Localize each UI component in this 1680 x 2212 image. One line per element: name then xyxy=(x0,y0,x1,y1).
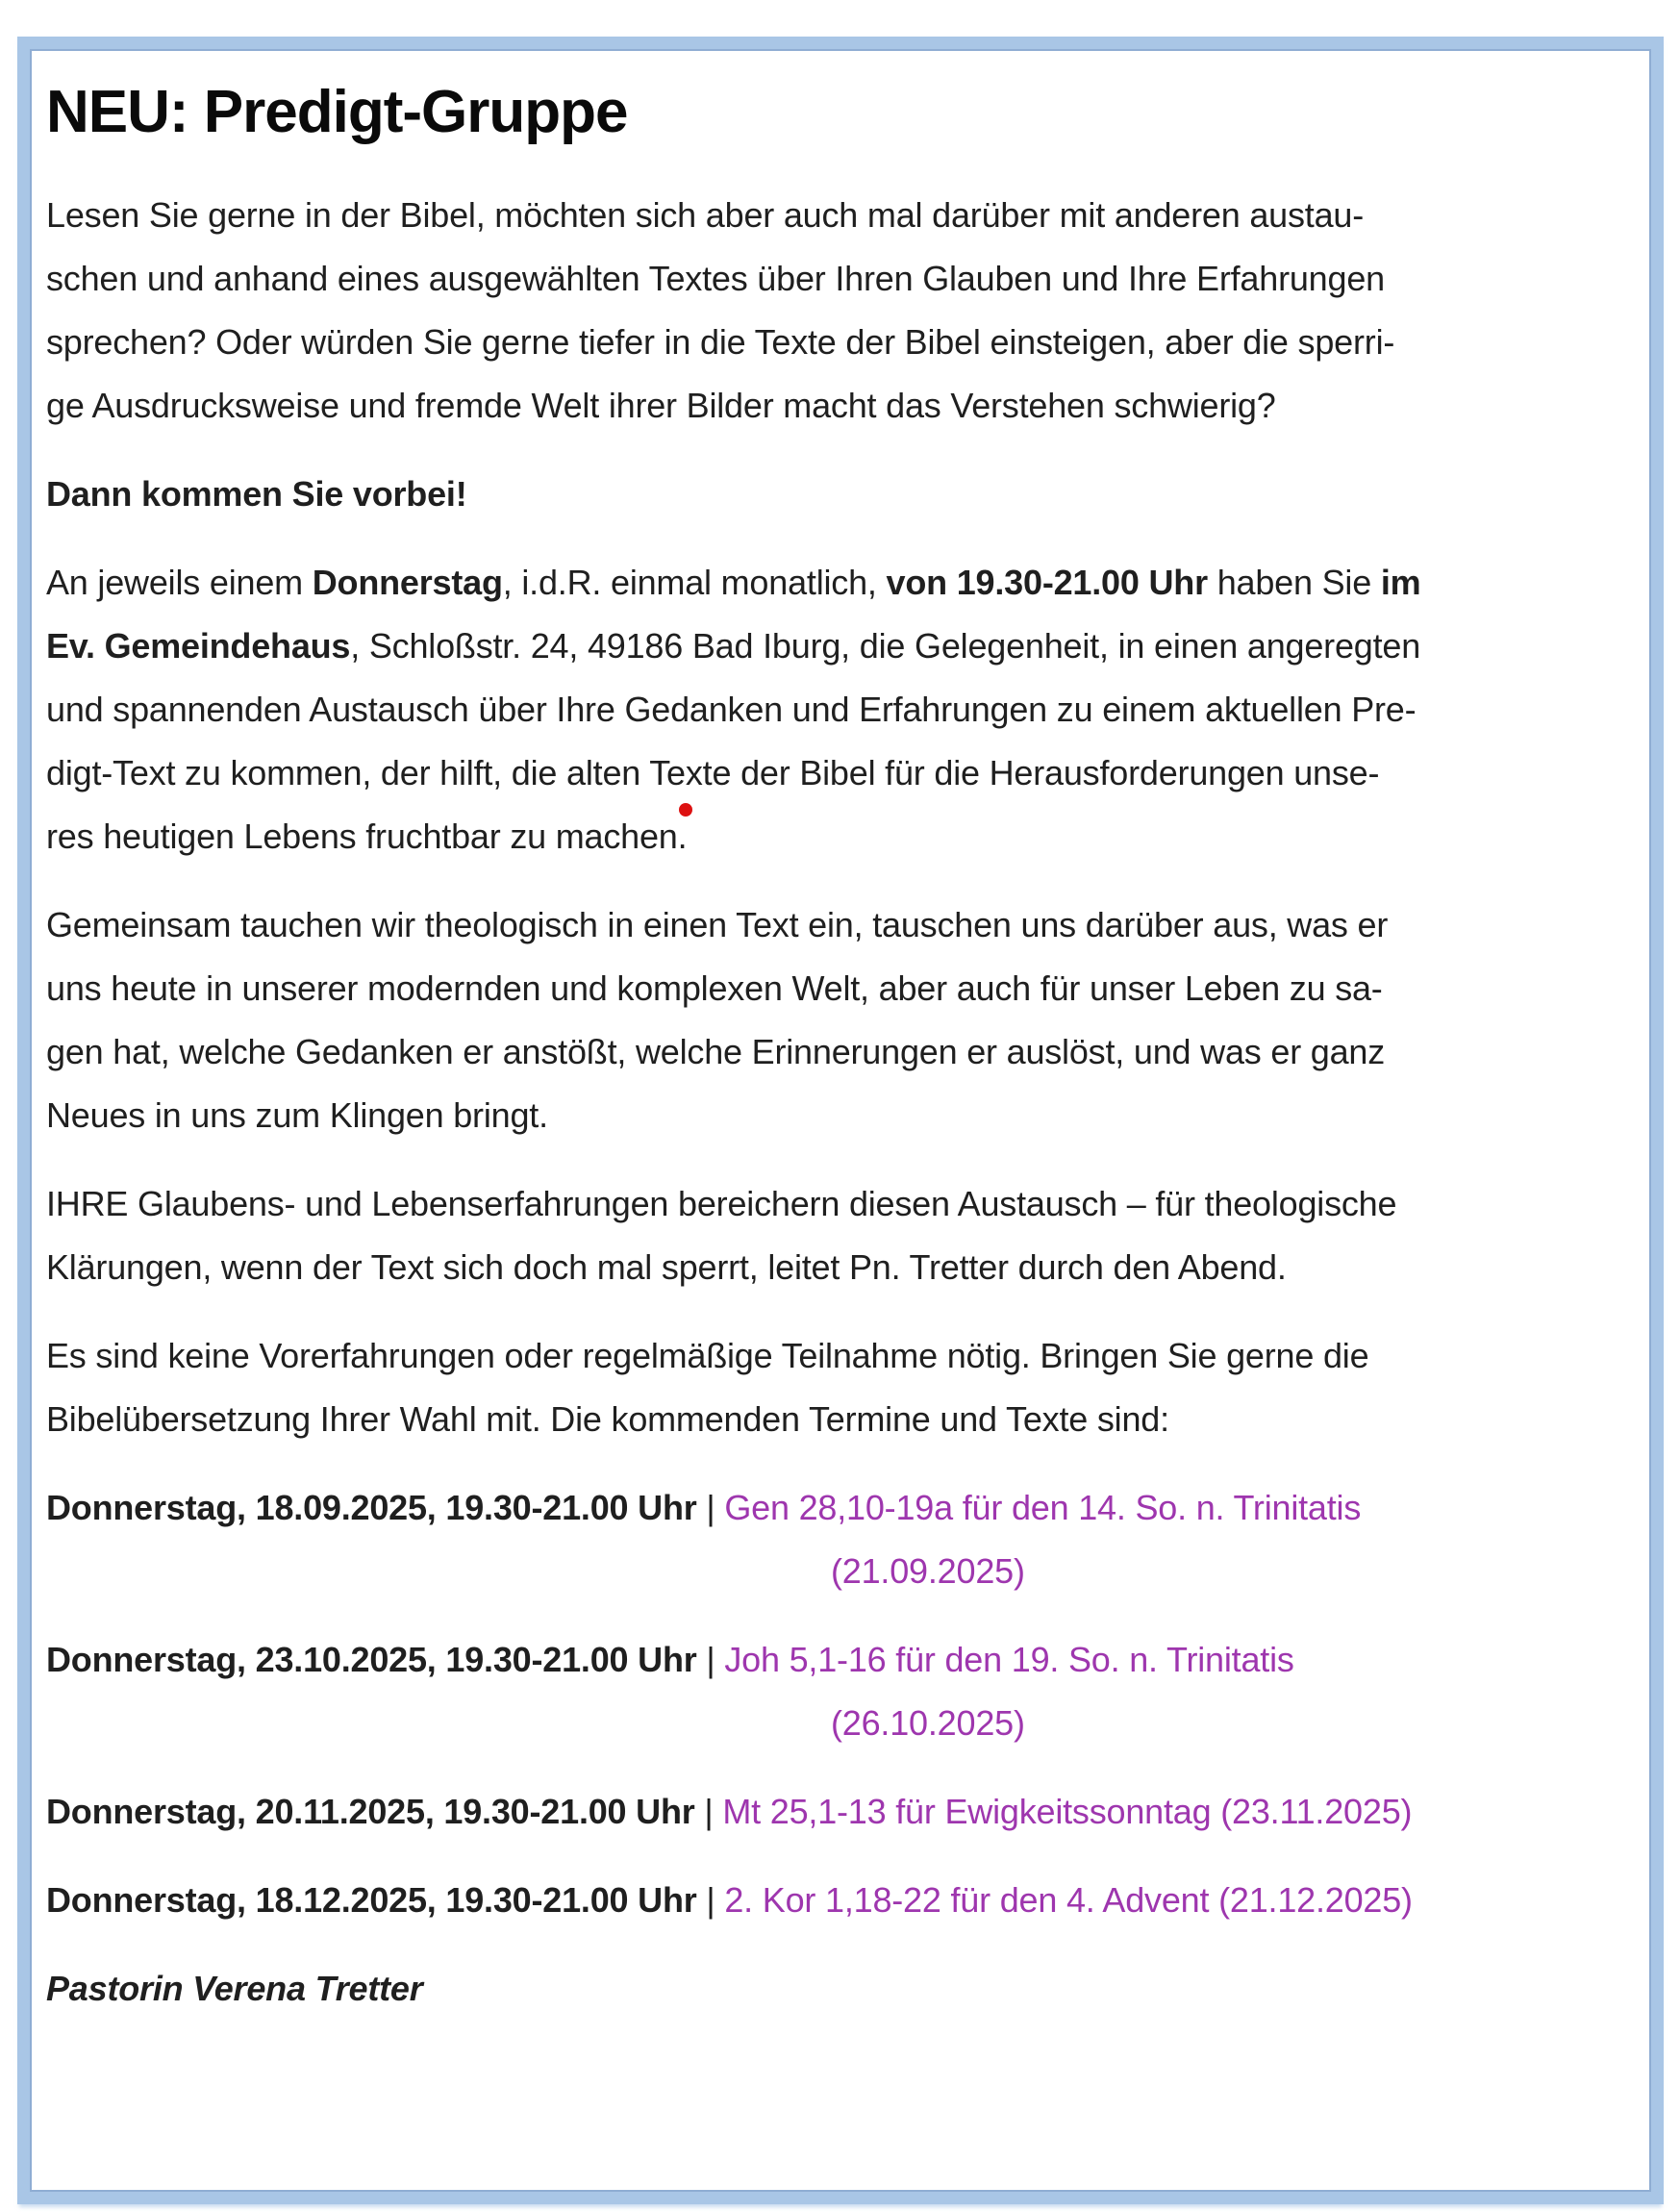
text-line xyxy=(46,551,1635,615)
body-text-run: Dann kommen Sie vorbei! xyxy=(46,474,467,514)
scripture-reference-text: Joh 5,1-16 für den 19. So. n. Trinitatis xyxy=(724,1640,1294,1679)
body-text-run: , i.d.R. einmal monatlich, xyxy=(502,563,887,602)
body-text-run: digt-Text zu kommen, der hilft, die alten Texte der Bibel für die Herausforderungen unse- xyxy=(46,753,1380,792)
text-line xyxy=(46,957,1635,1020)
text-line xyxy=(46,247,1635,311)
body-text-run: uns heute in unserer modernden und komplexen Welt, aber auch für unser Leben zu sa- xyxy=(46,968,1383,1008)
body-text-run: Donnerstag, 23.10.2025, 19.30-21.00 Uhr xyxy=(46,1640,697,1679)
scripture-reference-text: (21.09.2025) xyxy=(831,1551,1025,1591)
body-text-run: von 19.30-21.00 Uhr xyxy=(886,563,1208,602)
text-line xyxy=(46,1780,1635,1844)
red-dot-marker xyxy=(679,803,692,817)
body-text-run: | xyxy=(696,1880,725,1920)
text-line xyxy=(46,1324,1635,1388)
document-title: NEU: Predigt-Gruppe xyxy=(46,79,628,145)
body-text-run: Lesen Sie gerne in der Bibel, möchten sich aber auch mal darüber mit anderen austau- xyxy=(46,195,1365,235)
text-line xyxy=(46,374,1635,438)
text-line xyxy=(46,1540,1635,1603)
text-line xyxy=(46,1236,1635,1299)
text-line xyxy=(46,893,1635,957)
body-text-run: Klärungen, wenn der Text sich doch mal sperrt, leitet Pn. Tretter durch den Abend. xyxy=(46,1247,1287,1287)
body-text-run: , Schloßstr. 24, 49186 Bad Iburg, die Gelegenheit, in einen angeregten xyxy=(350,626,1421,666)
document-body xyxy=(46,184,1635,2021)
body-text-run: res heutigen Lebens fruchtbar zu machen. xyxy=(46,817,688,856)
scripture-reference-text: Gen 28,10-19a für den 14. So. n. Trinitatis xyxy=(724,1488,1362,1527)
text-line xyxy=(46,311,1635,374)
body-text-run: sprechen? Oder würden Sie gerne tiefer in die Texte der Bibel einsteigen, aber die sperri- xyxy=(46,322,1395,362)
text-line xyxy=(46,1628,1635,1692)
text-line xyxy=(46,463,1635,526)
body-text-run: Gemeinsam tauchen wir theologisch in einen Text ein, tauschen uns darüber aus, was er xyxy=(46,905,1389,944)
paragraph-signature xyxy=(46,1957,1635,2021)
body-text-run: gen hat, welche Gedanken er anstößt, welche Erinnerungen er auslöst, und was er ganz xyxy=(46,1032,1386,1071)
text-line xyxy=(46,615,1635,678)
scripture-reference-text: (26.10.2025) xyxy=(831,1703,1025,1743)
text-line xyxy=(46,1869,1635,1932)
text-line xyxy=(46,1388,1635,1451)
text-line xyxy=(46,1957,1635,2021)
text-line xyxy=(46,1476,1635,1540)
paragraph-schedule-entry-3 xyxy=(46,1780,1635,1844)
scripture-reference-text: Mt 25,1-13 für Ewigkeitssonntag (23.11.2025) xyxy=(722,1792,1413,1831)
body-text-run: Pastorin Verena Tretter xyxy=(46,1969,423,2008)
body-text-run: Donnerstag xyxy=(312,563,503,602)
body-text-run: Donnerstag, 18.09.2025, 19.30-21.00 Uhr xyxy=(46,1488,697,1527)
paragraph-schedule-entry-1 xyxy=(46,1476,1635,1603)
body-text-run: schen und anhand eines ausgewählten Textes über Ihren Glauben und Ihre Erfahrungen xyxy=(46,259,1385,298)
body-text-run: und spannenden Austausch über Ihre Gedanken und Erfahrungen zu einem aktuellen Pre- xyxy=(46,690,1417,729)
paragraph-schedule-entry-4 xyxy=(46,1869,1635,1932)
body-text-run: | xyxy=(694,1792,723,1831)
paragraph-cta-paragraph xyxy=(46,463,1635,526)
body-text-run: | xyxy=(696,1640,725,1679)
body-text-run: ge Ausdrucksweise und fremde Welt ihrer Bilder macht das Verstehen schwierig? xyxy=(46,386,1276,425)
paragraph-discussion-paragraph xyxy=(46,893,1635,1147)
paragraph-requirements-paragraph xyxy=(46,1324,1635,1451)
body-text-run: im xyxy=(1380,563,1421,602)
text-line xyxy=(46,1020,1635,1084)
body-text-run: Donnerstag, 20.11.2025, 19.30-21.00 Uhr xyxy=(46,1792,695,1831)
body-text-run: An jeweils einem xyxy=(46,563,313,602)
body-text-run: | xyxy=(696,1488,725,1527)
paragraph-schedule-entry-2 xyxy=(46,1628,1635,1755)
text-line xyxy=(46,1084,1635,1147)
paragraph-intro-paragraph xyxy=(46,184,1635,438)
body-text-run: Donnerstag, 18.12.2025, 19.30-21.00 Uhr xyxy=(46,1880,697,1920)
scripture-reference-text: 2. Kor 1,18-22 für den 4. Advent (21.12.2025) xyxy=(724,1880,1413,1920)
announcement-box xyxy=(17,37,1664,2204)
body-text-run: haben Sie xyxy=(1207,563,1381,602)
body-text-run: Bibelübersetzung Ihrer Wahl mit. Die kommenden Termine und Texte sind: xyxy=(46,1399,1169,1439)
body-text-run: Es sind keine Vorerfahrungen oder regelmäßige Teilnahme nötig. Bringen Sie gerne die xyxy=(46,1336,1369,1375)
text-line xyxy=(46,742,1635,805)
body-text-run: Neues in uns zum Klingen bringt. xyxy=(46,1095,548,1135)
text-line xyxy=(46,1692,1635,1755)
body-text-run: Ev. Gemeindehaus xyxy=(46,626,351,666)
body-text-run: IHRE Glaubens- und Lebenserfahrungen bereichern diesen Austausch – für theologische xyxy=(46,1184,1397,1223)
text-line xyxy=(46,678,1635,742)
text-line xyxy=(46,184,1635,247)
text-line xyxy=(46,805,1635,868)
text-line xyxy=(46,1172,1635,1236)
paragraph-experience-paragraph xyxy=(46,1172,1635,1299)
paragraph-details-paragraph xyxy=(46,551,1635,868)
